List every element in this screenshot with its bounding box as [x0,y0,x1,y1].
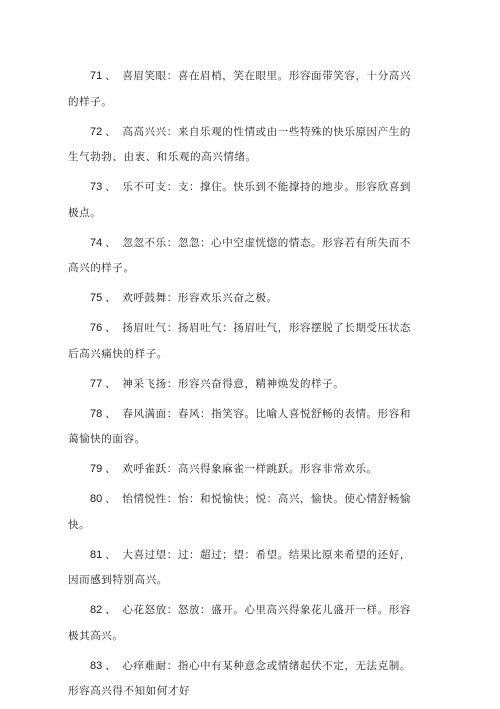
entry-text: 大喜过望：过：超过；望：希望。结果比原来希望的还好，因而感到特别高兴。 [68,548,411,586]
idiom-entry-73 [68,175,413,226]
entry-separator: 、 [105,407,117,420]
entry-separator: 、 [105,604,117,616]
entry-text: 高高兴兴：来自乐观的性情或由一些特殊的快乐原因产生的生气勃勃、由衷、和乐观的高兴情绪。 [68,125,411,163]
entry-text: 欢呼雀跃：高兴得象麻雀一样跳跃。形容非常欢乐。 [122,463,378,475]
idiom-entry-75 [68,286,413,312]
entry-separator: 、 [105,236,117,249]
idiom-entry-71 [68,64,413,115]
entry-number: 77 [90,377,103,390]
entry-text: 心痒难耐：指心中有某种意念或情绪起伏不定，无法克制。形容高兴得不知如何才好 [68,659,411,697]
entry-separator: 、 [105,181,117,193]
entry-number: 80 [90,493,103,505]
idiom-entry-76 [68,316,413,367]
entry-text: 欢呼鼓舞：形容欢乐兴奋之极。 [122,292,278,304]
entry-separator: 、 [105,463,117,475]
entry-number: 79 [90,463,103,475]
entry-separator: 、 [105,125,117,138]
entry-number: 83 [90,659,103,672]
entry-number: 76 [90,322,103,334]
entry-separator: 、 [105,548,117,561]
idiom-entry-82 [68,598,413,649]
entry-number: 78 [90,407,103,420]
idiom-entry-79 [68,457,413,483]
idiom-entry-77 [68,372,413,398]
entry-text: 乐不可支：支：撑住。快乐到不能撑持的地步。形容欣喜到极点。 [68,181,411,219]
entry-text: 心花怒放：怒放：盛开。心里高兴得象花儿盛开一样。形容极其高兴。 [68,604,411,642]
entry-text: 喜眉笑眼：喜在眉梢，笑在眼里。形容面带笑容，十分高兴的样子。 [68,70,411,108]
entry-text: 春风满面：春风：指笑容。比喻人喜悦舒畅的表情。形容和蔼愉快的面容。 [68,407,411,445]
idiom-entry-72 [68,120,413,171]
entry-number: 72 [90,125,103,138]
entry-text: 扬眉吐气：扬眉吐气：扬眉吐气，形容摆脱了长期受压状态后高兴痛快的样子。 [68,322,411,360]
entry-text: 忽忽不乐：忽忽：心中空虚恍惚的情态。形容若有所失而不高兴的样子。 [68,236,411,274]
entry-separator: 、 [105,70,117,82]
idiom-entry-78 [68,402,413,453]
entry-number: 74 [90,236,103,249]
entry-text: 怡情悦性：怡：和悦愉快；悦：高兴，愉快。使心情舒畅愉快。 [68,493,411,531]
entry-text: 神采飞扬：形容兴奋得意，精神焕发的样子。 [122,377,345,390]
entry-separator: 、 [105,377,117,390]
entry-number: 73 [90,181,103,193]
idiom-entry-80 [68,487,413,538]
idiom-entry-81 [68,543,413,594]
entry-separator: 、 [105,292,117,304]
idiom-entry-83 [68,654,413,705]
entry-number: 81 [90,548,103,561]
entry-number: 71 [90,70,103,82]
document-page [68,64,413,709]
idiom-entry-74 [68,231,413,282]
entry-separator: 、 [105,493,117,505]
entry-separator: 、 [105,659,117,672]
entry-number: 75 [90,292,103,304]
entry-number: 82 [90,604,103,616]
entry-separator: 、 [105,322,117,334]
